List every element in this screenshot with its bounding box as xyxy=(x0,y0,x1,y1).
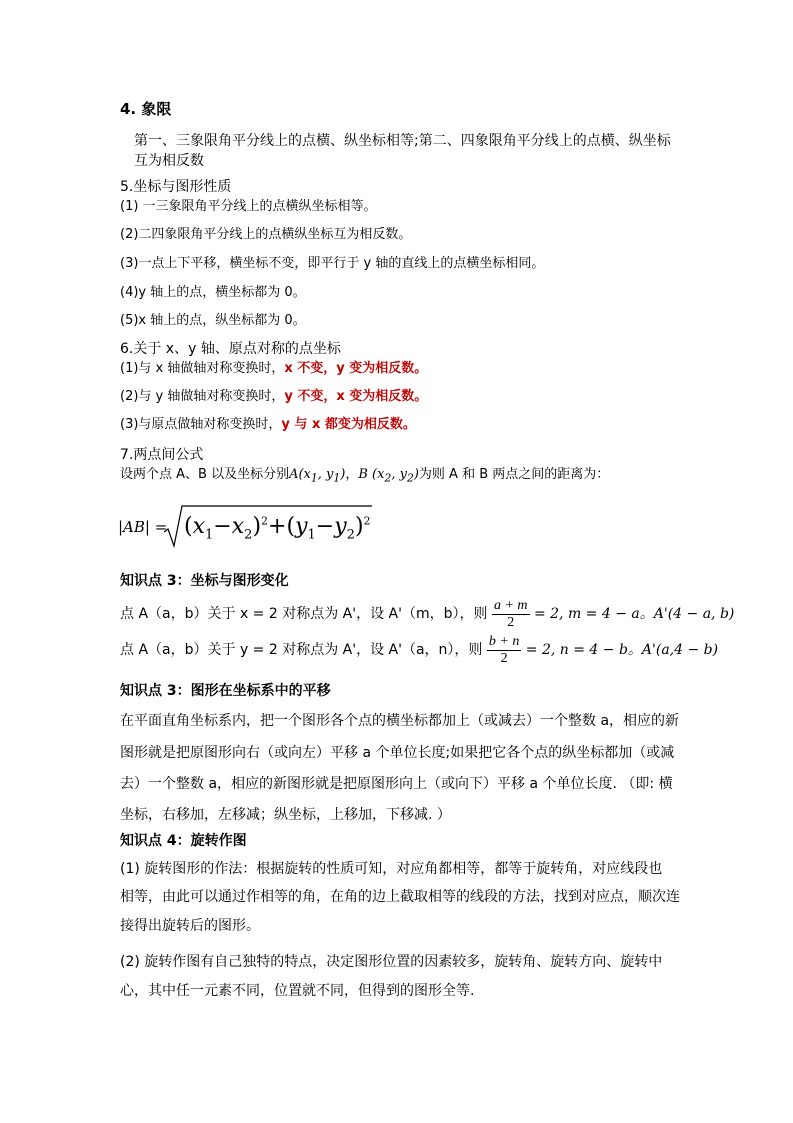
point-a: $A(x_1$, $y_1$) xyxy=(289,467,346,485)
distance-formula xyxy=(118,504,371,548)
section-6-item-1-emphasis: x 不变，y 变为相反数。 xyxy=(284,361,428,376)
knowledge-4-line3: 接得出旋转后的图形。 xyxy=(120,918,260,934)
section-5-item-2: (2)二四象限角平分线上的点横纵坐标互为相反数。 xyxy=(120,227,412,242)
line2-fraction: $\frac{b + n}{2}$ xyxy=(488,633,520,666)
section-7-outro: 为则 A 和 B 两点之间的距离为： xyxy=(418,467,610,482)
section-5-item-3: (3)一点上下平移，横坐标不变，即平行于 y 轴的直线上的点横坐标相同。 xyxy=(120,256,545,271)
section-6-item-2-emphasis: y 不变，x 变为相反数。 xyxy=(284,389,428,404)
formula-lhs: |AB| = xyxy=(118,518,168,536)
section-7-line xyxy=(120,466,609,488)
formula-expression: $(x_1-x_2)^2+(y_1-y_2)^2$ xyxy=(184,514,371,543)
knowledge-3b-line4: 坐标，右移加，左移减；纵坐标，上移加，下移减. ） xyxy=(120,807,451,823)
section-6-item-1 xyxy=(120,360,427,378)
knowledge-3a-title: 知识点 3：坐标与图形变化 xyxy=(120,573,289,589)
knowledge-3b-title: 知识点 3：图形在坐标系中的平移 xyxy=(120,683,331,699)
section-6-item-2-prefix: (2)与 y 轴做轴对称变换时， xyxy=(120,389,285,404)
knowledge-4-title: 知识点 4：旋转作图 xyxy=(120,833,247,849)
section-6-item-3-emphasis: y 与 x 都变为相反数。 xyxy=(281,417,416,432)
section-6-item-1-prefix: (1)与 x 轴做轴对称变换时， xyxy=(120,361,285,376)
section-7-title: 7.两点间公式 xyxy=(120,447,204,463)
knowledge-3b-line2: 图形就是把原图形向右（或向左）平移 a 个单位长度;如果把它各个点的纵坐标都加（或减 xyxy=(120,745,675,761)
knowledge-3a-line2 xyxy=(120,630,718,670)
line1-text: 点 A（a，b）关于 x = 2 对称点为 A'，设 A'（m，b），则 xyxy=(120,606,488,622)
line1-result: = 2, m = 4 − a。A'(4 − a, b) xyxy=(533,606,735,622)
section-6-item-2 xyxy=(120,388,427,406)
knowledge-4-line2: 相等，由此可以通过作相等的角，在角的边上截取相等的线段的方法，找到对应点，顺次连 xyxy=(120,889,680,905)
section-6-item-3 xyxy=(120,416,416,434)
point-b: B ($x_2$, $y_2$) xyxy=(358,467,419,485)
separator: ， xyxy=(345,467,359,482)
line2-result: = 2, n = 4 − b。A'(a,4 − b) xyxy=(525,642,719,658)
line1-fraction: $\frac{a + m}{2}$ xyxy=(493,597,528,630)
section-7-intro: 设两个点 A、B 以及坐标分别 xyxy=(120,467,290,482)
section-5-title: 5.坐标与图形性质 xyxy=(120,179,232,195)
section-5-item-4: (4)y 轴上的点，横坐标都为 0。 xyxy=(120,285,306,300)
knowledge-3b-line3: 去）一个整数 a，相应的新图形就是把原图形向上（或向下）平移 a 个单位长度. （即: 横 xyxy=(120,776,673,792)
knowledge-3b-line1: 在平面直角坐标系内，把一个图形各个点的横坐标都加上（或减去）一个整数 a，相应的新 xyxy=(120,713,680,729)
line2-text: 点 A（a，b）关于 y = 2 对称点为 A'，设 A'（a，n），则 xyxy=(120,642,483,658)
section-5-item-1: (1) 一三象限角平分线上的点横纵坐标相等。 xyxy=(120,199,377,214)
knowledge-3a-line1 xyxy=(120,594,734,634)
knowledge-4-line5: 心，其中任一元素不同，位置就不同，但得到的图形全等. xyxy=(120,983,475,999)
section-6-title: 6.关于 x、y 轴、原点对称的点坐标 xyxy=(120,341,341,357)
knowledge-4-line4: (2) 旋转作图有自己独特的特点，决定图形位置的因素较多，旋转角、旋转方向、旋转中 xyxy=(120,954,663,970)
knowledge-4-line1: (1) 旋转图形的作法：根据旋转的性质可知，对应角都相等，都等于旋转角，对应线段也 xyxy=(120,861,663,877)
section-6-item-3-prefix: (3)与原点做轴对称变换时， xyxy=(120,417,282,432)
section-4-body-line1: 第一、三象限角平分线上的点横、纵坐标相等;第二、四象限角平分线上的点横、纵坐标 xyxy=(134,133,671,149)
section-5-item-5: (5)x 轴上的点，纵坐标都为 0。 xyxy=(120,313,306,328)
section-4-title: 4. 象限 xyxy=(120,100,172,118)
section-4-body-line2: 互为相反数 xyxy=(134,153,204,169)
